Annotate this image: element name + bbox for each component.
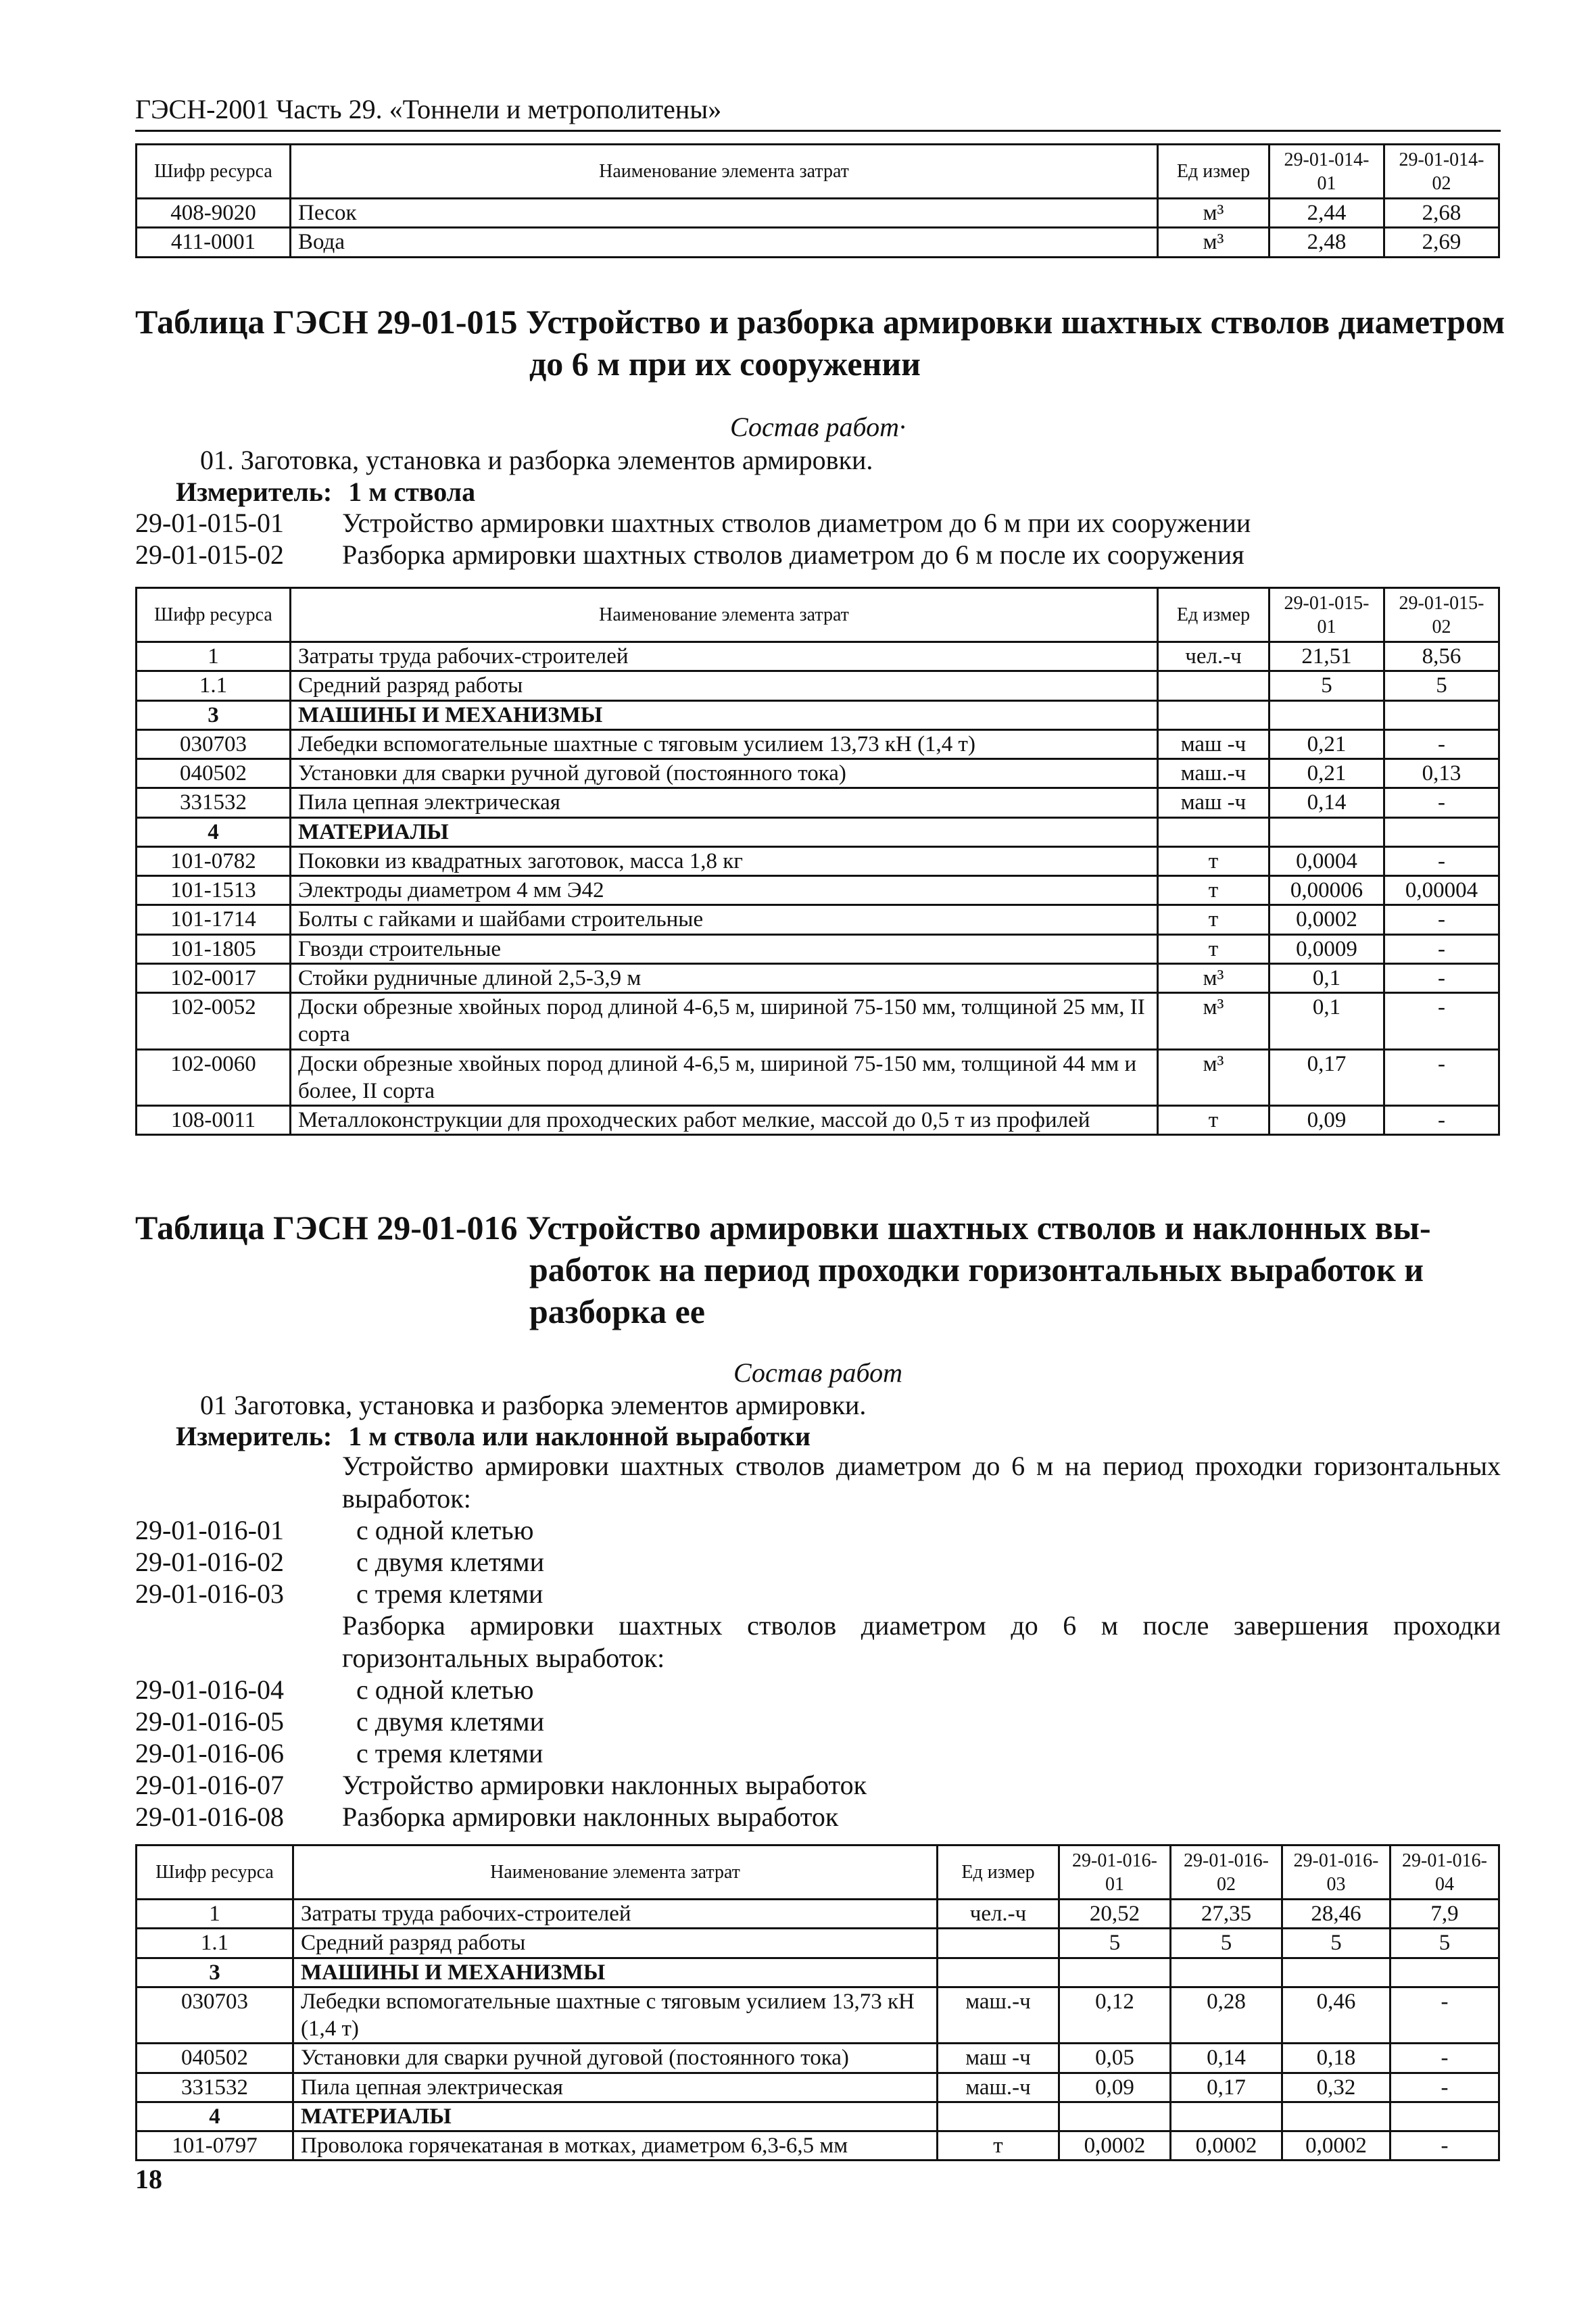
cell-value xyxy=(1269,817,1384,846)
cell-unit: т xyxy=(1158,934,1269,963)
table-row xyxy=(137,993,1499,1050)
cell-value: - xyxy=(1384,963,1499,992)
table-row xyxy=(137,1900,1499,1929)
cell-value: 0,09 xyxy=(1269,1106,1384,1135)
cell-value: 5 xyxy=(1384,671,1499,700)
item-text: с тремя клетями xyxy=(356,1738,543,1768)
header-rule xyxy=(135,130,1501,132)
cell-value: 0,14 xyxy=(1269,788,1384,817)
cell-value: 0,32 xyxy=(1282,2073,1391,2102)
cell-code: 101-0782 xyxy=(137,846,291,875)
col-header-name: Наименование элемента затрат xyxy=(293,1845,938,1900)
cell-name: Пила цепная электрическая xyxy=(291,788,1158,817)
cell-code: 101-1513 xyxy=(137,876,291,905)
cell-value: 28,46 xyxy=(1282,1900,1391,1929)
cell-code: 1 xyxy=(137,642,291,671)
cell-name: Металлоконструкции для проходческих работ мелкие, массой до 0,5 т из профилей xyxy=(291,1106,1158,1135)
item-text: с одной клетью xyxy=(356,1515,534,1545)
cell-unit: маш -ч xyxy=(1158,729,1269,758)
cell-value: - xyxy=(1391,2131,1499,2161)
measurer-value: 1 м ствола или наклонной выработки xyxy=(348,1421,811,1451)
cell-name: Затраты труда рабочих-строителей xyxy=(293,1900,938,1929)
title-line: Таблица ГЭСН 29-01-015 Устройство и разборка армировки шахтных стволов диаметром xyxy=(135,303,1505,341)
cell-value xyxy=(1269,700,1384,729)
cell-name: Лебедки вспомогательные шахтные с тяговым усилием 13,73 кН (1,4 т) xyxy=(291,729,1158,758)
title-line: работок на период проходки горизонтальных выработок и xyxy=(529,1251,1424,1288)
cell-value: 5 xyxy=(1171,1929,1282,1958)
cell-name: Средний разряд работы xyxy=(291,671,1158,700)
work-item: 01. Заготовка, установка и разборка элементов армировки. xyxy=(200,445,873,475)
section-row xyxy=(137,2102,1499,2131)
cell-value: - xyxy=(1391,2073,1499,2102)
cell-code: 102-0052 xyxy=(137,993,291,1050)
cell-code: 3 xyxy=(137,1958,293,1987)
table-015 xyxy=(135,587,1500,1136)
cell-name: Установки для сварки ручной дуговой (постоянного тока) xyxy=(291,759,1158,788)
cell-name: Затраты труда рабочих-строителей xyxy=(291,642,1158,671)
cell-value: 0,0009 xyxy=(1269,934,1384,963)
title-line: до 6 м при их сооружении xyxy=(529,345,921,383)
col-header-unit: Ед измер xyxy=(1158,145,1269,199)
cell-code: 040502 xyxy=(137,2044,293,2073)
measurer-value: 1 м ствола xyxy=(348,477,476,507)
cell-name: Болты с гайками и шайбами строительные xyxy=(291,905,1158,934)
table-row xyxy=(137,2073,1499,2102)
item-text: Разборка армировки шахтных стволов диаметром до 6 м после их сооружения xyxy=(342,539,1244,570)
running-header: ГЭСН-2001 Часть 29. «Тоннели и метрополитены» xyxy=(135,94,722,124)
cell-name: Песок xyxy=(291,199,1158,228)
work-composition-heading: Состав работ· xyxy=(730,412,906,442)
cell-name: Установки для сварки ручной дуговой (постоянного тока) xyxy=(293,2044,938,2073)
measurer xyxy=(176,1420,811,1452)
table-row xyxy=(137,642,1499,671)
cell-value: 0,21 xyxy=(1269,759,1384,788)
cell-code: 030703 xyxy=(137,729,291,758)
table-row xyxy=(137,1106,1499,1135)
item-code: 29-01-016-04 xyxy=(135,1674,284,1705)
table-row xyxy=(137,2131,1499,2161)
cell-value: 8,56 xyxy=(1384,642,1499,671)
cell-name: МАТЕРИАЛЫ xyxy=(291,817,1158,846)
cell-value: 5 xyxy=(1059,1929,1171,1958)
cell-code: 102-0060 xyxy=(137,1049,291,1106)
cell-value: 2,48 xyxy=(1269,228,1384,257)
cell-code: 101-1714 xyxy=(137,905,291,934)
col-header-norm: 29-01-014-02 xyxy=(1384,145,1499,199)
cell-value: - xyxy=(1384,788,1499,817)
cell-value: - xyxy=(1384,993,1499,1050)
col-header-unit: Ед измер xyxy=(938,1845,1059,1900)
col-header-name: Наименование элемента затрат xyxy=(291,145,1158,199)
cell-name: Пила цепная электрическая xyxy=(293,2073,938,2102)
table-row xyxy=(137,228,1499,257)
cell-name: МАШИНЫ И МЕХАНИЗМЫ xyxy=(291,700,1158,729)
cell-value: - xyxy=(1384,1049,1499,1106)
table-row xyxy=(137,1049,1499,1106)
cell-unit xyxy=(1158,671,1269,700)
cell-value: 0,1 xyxy=(1269,963,1384,992)
cell-value: 0,1 xyxy=(1269,993,1384,1050)
cell-value: 0,18 xyxy=(1282,2044,1391,2073)
cell-unit: чел.-ч xyxy=(938,1900,1059,1929)
cell-unit xyxy=(938,1929,1059,1958)
cell-unit: м³ xyxy=(1158,1049,1269,1106)
cell-value xyxy=(1282,1958,1391,1987)
col-header-norm: 29-01-015-01 xyxy=(1269,588,1384,642)
cell-value: 0,0002 xyxy=(1059,2131,1171,2161)
cell-value: 2,68 xyxy=(1384,199,1499,228)
cell-value: 7,9 xyxy=(1391,1900,1499,1929)
cell-value: 0,14 xyxy=(1171,2044,1282,2073)
cell-value: 0,21 xyxy=(1269,729,1384,758)
cell-unit xyxy=(938,1958,1059,1987)
cell-code: 101-0797 xyxy=(137,2131,293,2161)
cell-code: 4 xyxy=(137,817,291,846)
cell-code: 1.1 xyxy=(137,671,291,700)
cell-value: 0,46 xyxy=(1282,1987,1391,2044)
cell-code: 331532 xyxy=(137,2073,293,2102)
work-composition-heading: Состав работ xyxy=(733,1357,902,1388)
col-header-norm: 29-01-016-02 xyxy=(1171,1845,1282,1900)
cell-name: МАШИНЫ И МЕХАНИЗМЫ xyxy=(293,1958,938,1987)
item-code: 29-01-015-02 xyxy=(135,539,284,570)
item-text: Устройство армировки шахтных стволов диаметром до 6 м при их сооружении xyxy=(342,508,1251,538)
cell-code: 1.1 xyxy=(137,1929,293,1958)
table-row xyxy=(137,759,1499,788)
cell-value: - xyxy=(1384,905,1499,934)
cell-value: 0,17 xyxy=(1269,1049,1384,1106)
cell-unit: м³ xyxy=(1158,199,1269,228)
cell-code: 408-9020 xyxy=(137,199,291,228)
cell-value: 5 xyxy=(1282,1929,1391,1958)
cell-value: 0,05 xyxy=(1059,2044,1171,2073)
col-header-unit: Ед измер xyxy=(1158,588,1269,642)
table-row xyxy=(137,671,1499,700)
cell-unit: т xyxy=(1158,1106,1269,1135)
col-header-norm: 29-01-016-04 xyxy=(1391,1845,1499,1900)
cell-code: 4 xyxy=(137,2102,293,2131)
col-header-norm: 29-01-014-01 xyxy=(1269,145,1384,199)
measurer-label: Измеритель: xyxy=(176,477,333,507)
col-header-norm: 29-01-016-03 xyxy=(1282,1845,1391,1900)
item-code: 29-01-016-03 xyxy=(135,1578,284,1609)
cell-value xyxy=(1171,2102,1282,2131)
section-row xyxy=(137,817,1499,846)
cell-unit xyxy=(1158,817,1269,846)
table-title-015 xyxy=(135,301,1505,385)
cell-name: Гвозди строительные xyxy=(291,934,1158,963)
cell-value: 27,35 xyxy=(1171,1900,1282,1929)
cell-name: Стойки рудничные длиной 2,5-3,9 м xyxy=(291,963,1158,992)
cell-code: 030703 xyxy=(137,1987,293,2044)
cell-value xyxy=(1384,700,1499,729)
page-number: 18 xyxy=(135,2164,162,2194)
cell-name: Средний разряд работы xyxy=(293,1929,938,1958)
item-code: 29-01-016-05 xyxy=(135,1706,284,1737)
cell-value: 0,0002 xyxy=(1282,2131,1391,2161)
cell-value: 0,17 xyxy=(1171,2073,1282,2102)
item-text: с двумя клетями xyxy=(356,1547,545,1577)
cell-unit xyxy=(1158,700,1269,729)
cell-value xyxy=(1171,1958,1282,1987)
cell-code: 3 xyxy=(137,700,291,729)
cell-value: 5 xyxy=(1269,671,1384,700)
cell-value: 20,52 xyxy=(1059,1900,1171,1929)
cell-code: 331532 xyxy=(137,788,291,817)
table-014-continued xyxy=(135,143,1500,258)
cell-value xyxy=(1384,817,1499,846)
cell-code: 101-1805 xyxy=(137,934,291,963)
col-header-code: Шифр ресурса xyxy=(137,588,291,642)
cell-name: Электроды диаметром 4 мм Э42 xyxy=(291,876,1158,905)
cell-name: Поковки из квадратных заготовок, масса 1,8 кг xyxy=(291,846,1158,875)
cell-value: - xyxy=(1384,846,1499,875)
col-header-code: Шифр ресурса xyxy=(137,1845,293,1900)
table-row xyxy=(137,788,1499,817)
cell-value: 0,12 xyxy=(1059,1987,1171,2044)
cell-unit: т xyxy=(1158,846,1269,875)
cell-code: 108-0011 xyxy=(137,1106,291,1135)
cell-unit: маш -ч xyxy=(1158,788,1269,817)
item-code: 29-01-016-08 xyxy=(135,1802,284,1832)
cell-name: МАТЕРИАЛЫ xyxy=(293,2102,938,2131)
cell-value xyxy=(1391,2102,1499,2131)
cell-value: 0,0002 xyxy=(1269,905,1384,934)
table-row xyxy=(137,905,1499,934)
title-line: Таблица ГЭСН 29-01-016 Устройство армировки шахтных стволов и наклонных вы- xyxy=(135,1209,1431,1247)
item-group-heading: Устройство армировки шахтных стволов диаметром до 6 м на период проходки горизонтальных выработок: xyxy=(342,1451,1501,1514)
cell-value: - xyxy=(1391,2044,1499,2073)
work-item: 01 Заготовка, установка и разборка элементов армировки. xyxy=(200,1390,867,1420)
item-code: 29-01-016-01 xyxy=(135,1515,284,1545)
col-header-norm: 29-01-016-01 xyxy=(1059,1845,1171,1900)
cell-unit: т xyxy=(938,2131,1059,2161)
cell-value: 0,00004 xyxy=(1384,876,1499,905)
title-line: разборка ее xyxy=(529,1293,705,1330)
cell-value: 0,13 xyxy=(1384,759,1499,788)
item-text: Разборка армировки наклонных выработок xyxy=(342,1802,839,1832)
item-text: Устройство армировки наклонных выработок xyxy=(342,1770,867,1800)
cell-unit: м³ xyxy=(1158,993,1269,1050)
cell-unit: маш.-ч xyxy=(1158,759,1269,788)
cell-value: - xyxy=(1384,729,1499,758)
cell-value: 5 xyxy=(1391,1929,1499,1958)
cell-unit: маш -ч xyxy=(938,2044,1059,2073)
cell-unit: т xyxy=(1158,876,1269,905)
cell-value: 2,69 xyxy=(1384,228,1499,257)
cell-value: - xyxy=(1384,934,1499,963)
item-group-heading: Разборка армировки шахтных стволов диаметром до 6 м после завершения проходки горизонтальных выработок: xyxy=(342,1610,1501,1673)
cell-value: 0,09 xyxy=(1059,2073,1171,2102)
cell-value: - xyxy=(1384,1106,1499,1135)
section-row xyxy=(137,700,1499,729)
cell-unit: маш.-ч xyxy=(938,2073,1059,2102)
table-row xyxy=(137,963,1499,992)
cell-value xyxy=(1391,1958,1499,1987)
table-row xyxy=(137,934,1499,963)
cell-name: Доски обрезные хвойных пород длиной 4-6,5 м, шириной 75-150 мм, толщиной 25 мм, II сорта xyxy=(291,993,1158,1050)
cell-name: Проволока горячекатаная в мотках, диаметром 6,3-6,5 мм xyxy=(293,2131,938,2161)
col-header-norm: 29-01-015-02 xyxy=(1384,588,1499,642)
section-row xyxy=(137,1958,1499,1987)
cell-code: 1 xyxy=(137,1900,293,1929)
cell-unit: м³ xyxy=(1158,228,1269,257)
cell-unit: маш.-ч xyxy=(938,1987,1059,2044)
cell-value: 21,51 xyxy=(1269,642,1384,671)
item-code: 29-01-016-06 xyxy=(135,1738,284,1768)
table-row xyxy=(137,876,1499,905)
cell-value: 0,28 xyxy=(1171,1987,1282,2044)
col-header-name: Наименование элемента затрат xyxy=(291,588,1158,642)
table-row xyxy=(137,1929,1499,1958)
table-title-016 xyxy=(135,1207,1501,1332)
cell-code: 040502 xyxy=(137,759,291,788)
cell-unit: м³ xyxy=(1158,963,1269,992)
cell-name: Доски обрезные хвойных пород длиной 4-6,5 м, шириной 75-150 мм, толщиной 44 мм и более, II сорта xyxy=(291,1049,1158,1106)
table-row xyxy=(137,846,1499,875)
cell-value xyxy=(1282,2102,1391,2131)
cell-unit xyxy=(938,2102,1059,2131)
cell-value: 0,0004 xyxy=(1269,846,1384,875)
cell-code: 411-0001 xyxy=(137,228,291,257)
cell-value: - xyxy=(1391,1987,1499,2044)
table-row xyxy=(137,2044,1499,2073)
table-row xyxy=(137,729,1499,758)
cell-value: 0,0002 xyxy=(1171,2131,1282,2161)
item-code: 29-01-016-07 xyxy=(135,1770,284,1800)
table-016 xyxy=(135,1844,1500,2161)
measurer xyxy=(176,476,475,508)
item-text: с тремя клетями xyxy=(356,1578,543,1609)
item-code: 29-01-016-02 xyxy=(135,1547,284,1577)
table-row xyxy=(137,199,1499,228)
cell-code: 102-0017 xyxy=(137,963,291,992)
cell-unit: чел.-ч xyxy=(1158,642,1269,671)
item-text: с одной клетью xyxy=(356,1674,534,1705)
col-header-code: Шифр ресурса xyxy=(137,145,291,199)
cell-name: Вода xyxy=(291,228,1158,257)
cell-unit: т xyxy=(1158,905,1269,934)
cell-value xyxy=(1059,2102,1171,2131)
item-text: с двумя клетями xyxy=(356,1706,545,1737)
cell-name: Лебедки вспомогательные шахтные с тяговым усилием 13,73 кН (1,4 т) xyxy=(293,1987,938,2044)
measurer-label: Измеритель: xyxy=(176,1421,333,1451)
item-code: 29-01-015-01 xyxy=(135,508,284,538)
cell-value: 0,00006 xyxy=(1269,876,1384,905)
table-row xyxy=(137,1987,1499,2044)
cell-value: 2,44 xyxy=(1269,199,1384,228)
cell-value xyxy=(1059,1958,1171,1987)
